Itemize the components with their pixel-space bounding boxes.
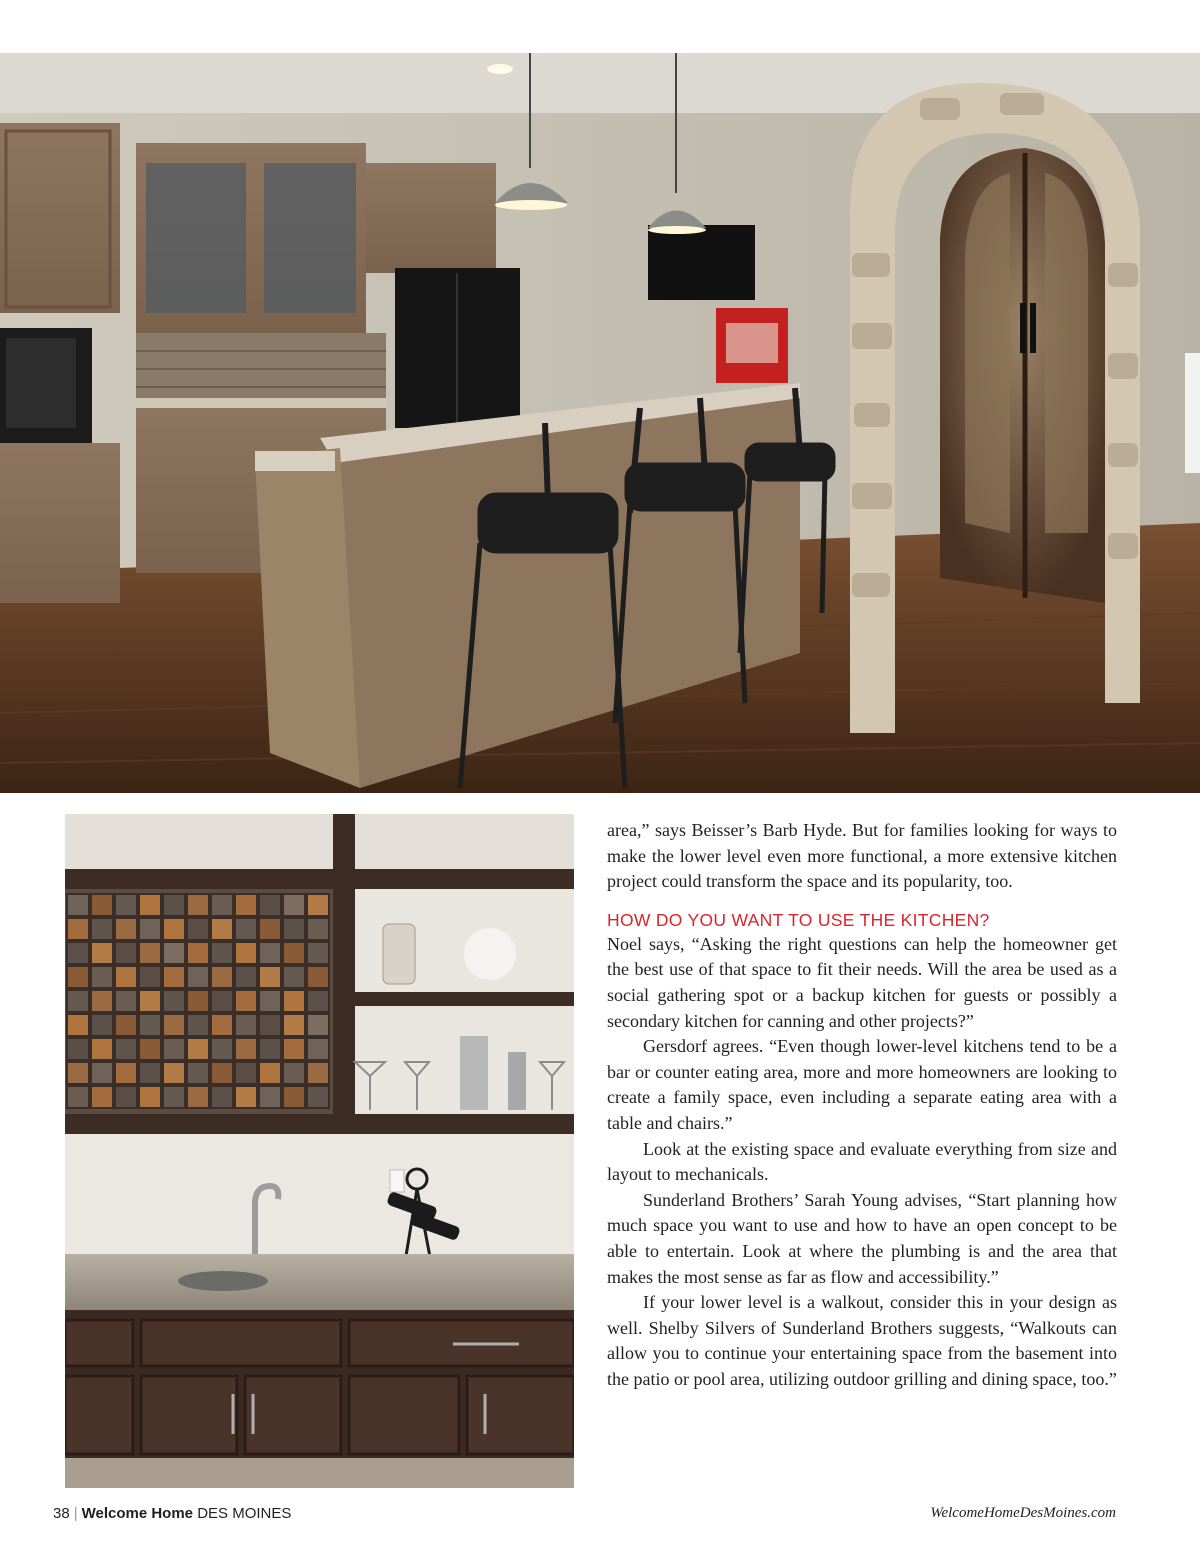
magazine-brand: Welcome Home	[81, 1505, 194, 1522]
page-number: 38	[53, 1505, 70, 1522]
wood-tile-wall	[65, 889, 333, 1114]
page-footer-left	[53, 1505, 291, 1522]
article-paragraph: Look at the existing space and evaluate everything from size and layout to mechanicals.	[607, 1138, 1117, 1185]
magazine-city: DES MOINES	[197, 1505, 292, 1522]
article-paragraph: If your lower level is a walkout, consider this in your design as well. Shelby Silvers of Sunderland Brothers suggests, “Walkouts can allow you to continue your entertaining space from the basement into the patio or pool area, utilizing outdoor grilling and dining space, too.”	[607, 1292, 1117, 1389]
hero-photo-illustration	[0, 53, 1200, 793]
article-paragraph: Gersdorf agrees. “Even though lower-level kitchens tend to be a bar or counter eating area, more and more homeowners are looking to create a family space, even including a separate eating area with a table and chairs.”	[607, 1036, 1117, 1133]
magazine-url[interactable]: WelcomeHomeDesMoines.com	[930, 1505, 1116, 1521]
article-paragraph: Sunderland Brothers’ Sarah Young advises, “Start planning how much space you want to use and how to have an open concept to be able to entertain. Look at where the plumbing is and the area that makes the most sense as far as flow and accessibility.”	[607, 1189, 1117, 1287]
inset-photo-illustration	[65, 814, 574, 1488]
section-heading: HOW DO YOU WANT TO USE THE KITCHEN?	[607, 909, 990, 930]
article-paragraph: area,” says Beisser’s Barb Hyde. But for families looking for ways to make the lower level even more functional, a more extensive kitchen project could transform the space and its popularity, too.	[607, 820, 1117, 892]
footer-separator: |	[73, 1505, 78, 1522]
article-body	[607, 818, 1117, 1392]
hero-photo-kitchen-bar	[0, 53, 1200, 793]
article-paragraph: Noel says, “Asking the right questions can help the homeowner get the best use of that space to fit their needs. Will the area be used as a social gathering spot or a backup kitchen for guests or possibly a secondary kitchen for canning and other projects?”	[607, 933, 1117, 1031]
inset-photo-wet-bar	[65, 814, 574, 1488]
